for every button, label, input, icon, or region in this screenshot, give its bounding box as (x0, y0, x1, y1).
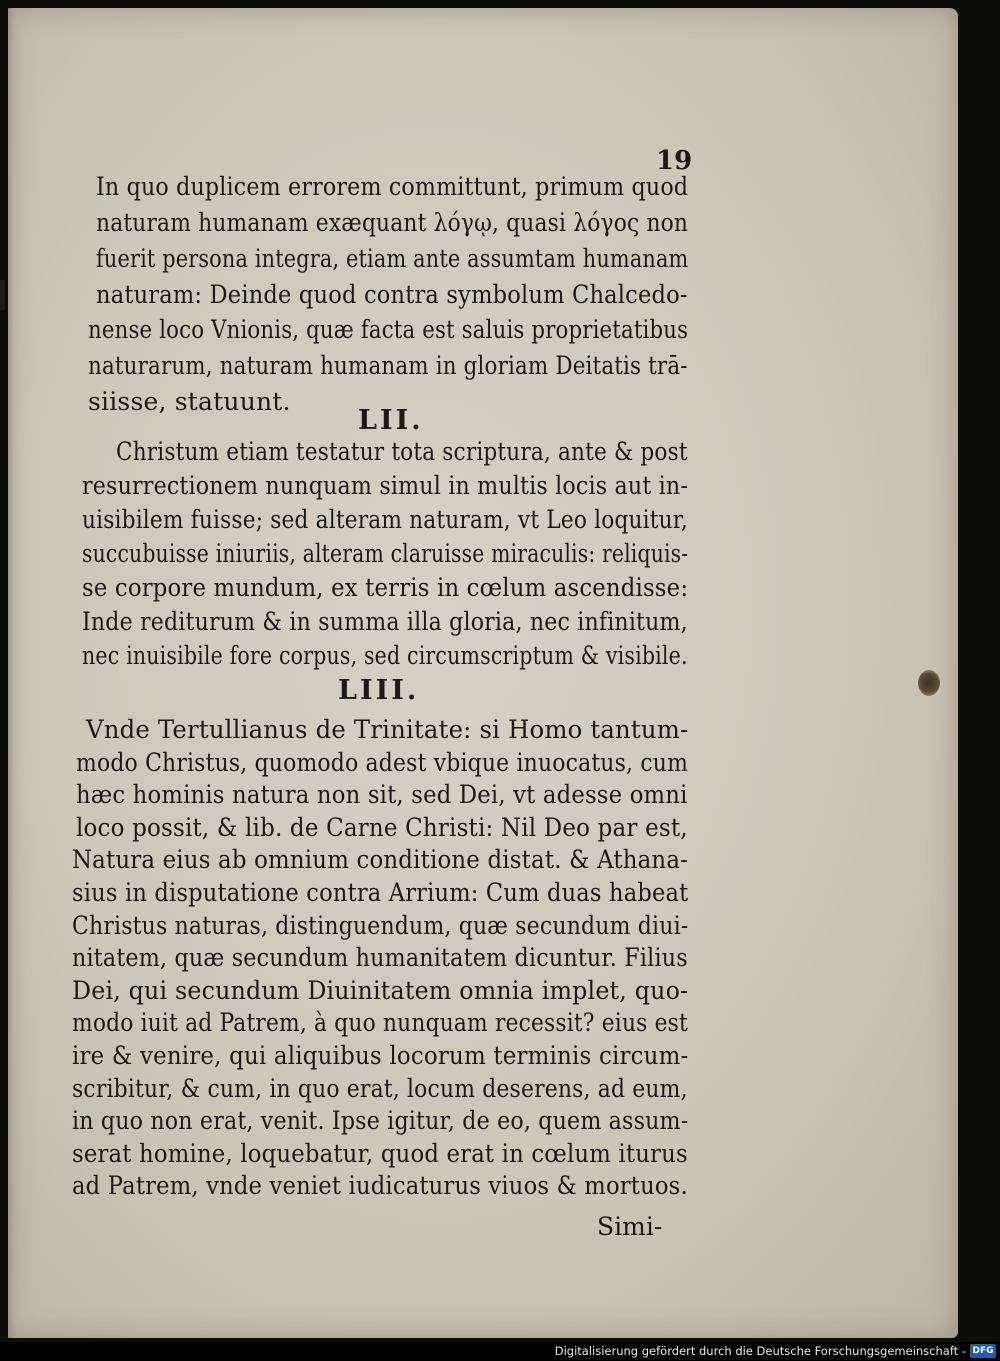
text-line: sius in disputatione contra Arrium: Cum duas habeat (72, 878, 689, 907)
text-line: hæc hominis natura non sit, sed Dei, vt adesse omni (76, 780, 688, 809)
text-line: naturam humanam exæquant λόγῳ, quasi λόγος non (96, 208, 689, 237)
text-line: Christus naturas, distinguendum, quæ secundum diui- (72, 911, 689, 940)
text-line: nense loco Vnionis, quæ facta est saluis proprietatibus (88, 315, 689, 344)
text-line: Dei, qui secundum Diuinitatem omnia implet, quo- (72, 976, 689, 1005)
text-line: modo Christus, quomodo adest vbique inuocatus, cum (76, 748, 689, 777)
text-line: resurrectionem nunquam simul in multis locis aut in- (82, 471, 689, 500)
text-line: siisse, statuunt. (88, 387, 291, 416)
footer-bar (0, 1342, 1000, 1361)
footer-text: Digitalisierung gefördert durch die Deutsche Forschungsgemeinschaft - (554, 1344, 966, 1358)
page-number: 19 (656, 146, 693, 176)
text-line: ad Patrem, vnde veniet iudicaturus viuos & mortuos. (72, 1171, 688, 1200)
page-edge (8, 8, 14, 1338)
text-line: scribitur, & cum, in quo erat, locum deserens, ad eum, (72, 1074, 688, 1103)
text-line: Vnde Tertullianus de Trinitate: si Homo tantum- (86, 715, 689, 744)
text-line: uisibilem fuisse; sed alteram naturam, vt Leo loquitur, (82, 505, 688, 534)
text-line: Inde rediturum & in summa illa gloria, nec infinitum, (82, 607, 688, 636)
text-line: Christum etiam testatur tota scriptura, ante & post (116, 437, 688, 466)
text-line: se corpore mundum, ex terris in cœlum ascendisse: (82, 573, 689, 602)
text-line: naturarum, naturam humanam in gloriam Deitatis trā- (88, 351, 688, 380)
text-line: loco possit, & lib. de Carne Christi: Nil Deo par est, (76, 813, 688, 842)
text-line: Natura eius ab omnium conditione distat. & Athana- (72, 845, 689, 874)
text-line: fuerit persona integra, etiam ante assumtam humanam (96, 244, 689, 273)
text-line: nec inuisibile fore corpus, sed circumscriptum & visibile. (82, 641, 688, 670)
text-line: modo iuit ad Patrem, à quo nunquam recessit? eius est (72, 1008, 688, 1037)
catchword: Simi- (597, 1212, 663, 1241)
text-line: succubuisse iniuriis, alteram claruisse miraculis: reliquis- (82, 539, 689, 568)
text-line: in quo non erat, venit. Ipse igitur, de eo, quem assum- (72, 1106, 689, 1135)
dfg-logo: DFG (970, 1344, 996, 1358)
text-line: In quo duplicem errorem committunt, primum quod (96, 172, 689, 201)
ink-stain (918, 670, 940, 696)
section-heading-liii: LIII. (338, 675, 420, 706)
text-line: nitatem, quæ secundum humanitatem dicuntur. Filius (72, 943, 688, 972)
text-line: ire & venire, qui aliquibus locorum terminis circum- (72, 1041, 689, 1070)
text-line: serat homine, loquebatur, quod erat in cœlum iturus (72, 1139, 688, 1168)
page-mark (0, 280, 5, 310)
section-heading-lii: LII. (358, 405, 424, 436)
text-line: naturam: Deinde quod contra symbolum Chalcedo- (96, 280, 688, 309)
